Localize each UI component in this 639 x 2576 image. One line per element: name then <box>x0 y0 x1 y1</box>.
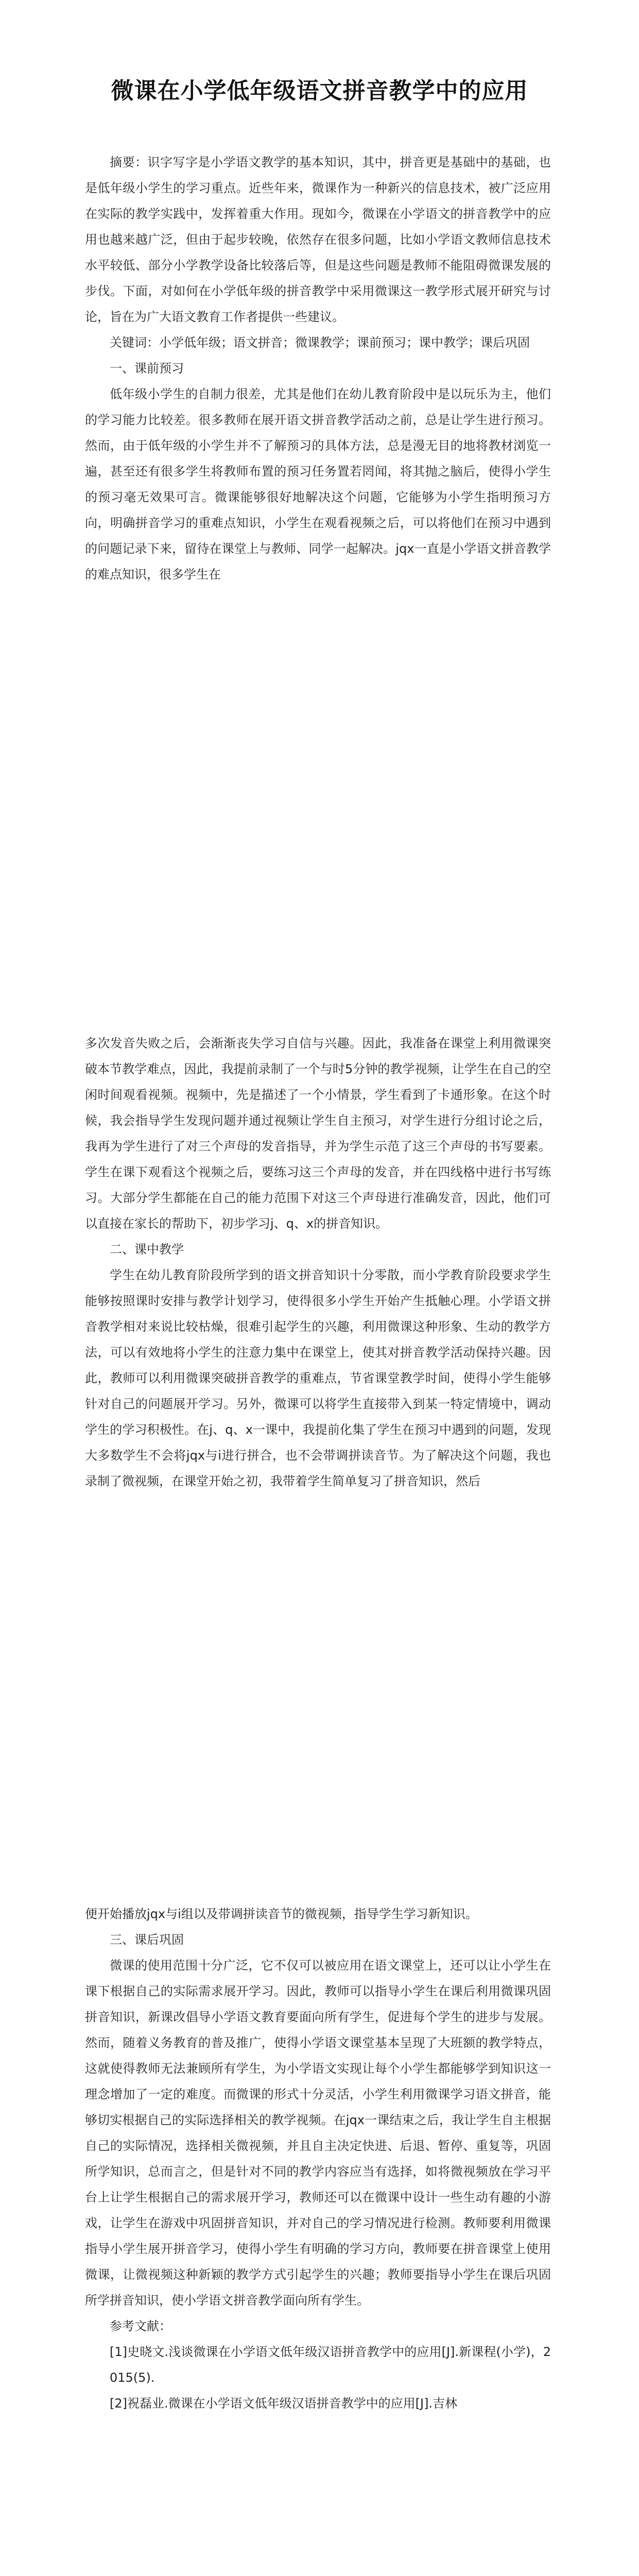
section1-continued <box>85 1030 551 1494</box>
reference-item-2: [2]祝磊业.微课在小学语文低年级汉语拼音教学中的应用[J].吉林 <box>110 2396 458 2411</box>
section2-continued <box>85 1901 551 2416</box>
section1-paragraph: 低年级小学生的自制力很差，尤其是他们在幼儿教育阶段中是以玩乐为主，他们的学习能力比较差。很多教师在展开语文拼音教学活动之前，总是让学生进行预习。然而，由于低年级的小学生并不了解预习的具体方法，总是漫无目的地将教材浏览一遍，甚至还有很多学生将教师布置的预习任务置若罔闻，将其抛之脑后，使得小学生的预习毫无效果可言。微课能够很好地解决这个问题，它能够为小学生指明预习方向，明确拼音学习的重难点知识，小学生在观看视频之后，可以将他们在预习中遇到的问题记录下来，留待在课堂上与教师、同学一起解决。jqx一直是小学语文拼音教学的难点知识，很多学生在 <box>85 387 551 582</box>
section-heading-preview: 一、课前预习 <box>110 361 184 376</box>
abstract-section <box>85 149 551 587</box>
section-heading-classroom: 二、课中教学 <box>110 1242 184 1257</box>
paper-title: 微课在小学低年级语文拼音教学中的应用 <box>111 78 528 104</box>
reference-item-1: [1]史晓文.浅谈微课在小学语文低年级汉语拼音教学中的应用[J].新课程(小学)，2015(5). <box>110 2345 551 2385</box>
references-heading: 参考文献： <box>110 2319 171 2333</box>
keywords-text: 关键词：小学低年级；语文拼音；微课教学；课前预习；课中教学；课后巩固 <box>110 335 530 350</box>
abstract-text: 摘要：识字写字是小学语文教学的基本知识，其中，拼音更是基础中的基础，也是低年级小学生的学习重点。近些年来，微课作为一种新兴的信息技术，被广泛应用在实际的教学实践中，发挥着重大作用。现如今，微课在小学语文的拼音教学中的应用也越来越广泛，但由于起步较晚，依然存在很多问题，比如小学语文教师信息技术水平较低、部分小学教学设备比较落后等，但是这些问题是教师不能阻碍微课发展的步伐。下面，对如何在小学低年级的拼音教学中采用微课这一教学形式展开研究与讨论，旨在为广大语文教育工作者提供一些建议。 <box>85 155 551 324</box>
section-heading-review: 三、课后巩固 <box>110 1933 184 1947</box>
section1-paragraph-cont: 多次发音失败之后，会渐渐丧失学习自信与兴趣。因此，我准备在课堂上利用微课突破本节教学难点，因此，我提前录制了一个与时5分钟的教学视频，让学生在自己的空闲时间观看视频。视频中，先是描述了一个小情景，学生看到了卡通形象。在这个时候，我会指导学生发现问题并通过视频让学生自主预习，对学生进行分组讨论之后，我再为学生进行了对三个声母的发音指导，并为学生示范了这三个声母的书写要素。学生在课下观看这个视频之后，要练习这三个声母的发音，并在四线格中进行书写练习。大部分学生都能在自己的能力范围下对这三个声母进行准确发音，因此，他们可以直接在家长的帮助下，初步学习j、q、x的拼音知识。 <box>85 1036 551 1231</box>
section2-paragraph: 学生在幼儿教育阶段所学到的语文拼音知识十分零散，而小学教育阶段要求学生能够按照课时安排与教学计划学习，使得很多小学生开始产生抵触心理。小学语文拼音教学相对来说比较枯燥，很难引起学生的兴趣，利用微课这种形象、生动的教学方法，可以有效地将小学生的注意力集中在课堂上，使其对拼音教学活动保持兴趣。因此，教师可以利用微课突破拼音教学的重难点，节省课堂教学时间，使得小学生能够针对自己的问题展开学习。另外，微课可以将学生直接带入到某一特定情境中，调动学生的学习积极性。在j、q、x一课中，我提前化集了学生在预习中遇到的问题，发现大多数学生不会将jqx与i进行拼合，也不会带调拼读音节。为了解决这个问题，我也录制了微视频，在课堂开始之初，我带着学生简单复习了拼音知识，然后 <box>85 1268 551 1488</box>
section2-paragraph-cont: 便开始播放jqx与i组以及带调拼读音节的微视频，指导学生学习新知识。 <box>85 1907 478 1921</box>
section3-paragraph: 微课的使用范围十分广泛，它不仅可以被应用在语文课堂上，还可以让小学生在课下根据自己的实际需求展开学习。因此，教师可以指导小学生在课后利用微课巩固拼音知识，新课改倡导小学语文教育要面向所有学生，促进每个学生的进步与发展。然而，随着义务教育的普及推广，使得小学语文课堂基本呈现了大班额的教学特点，这就使得教师无法兼顾所有学生，为小学语文实现让每个小学生都能够学到知识这一理念增加了一定的难度。而微课的形式十分灵活，小学生利用微课学习语文拼音，能够切实根据自己的实际选择相关的教学视频。在jqx一课结束之后，我让学生自主根据自己的实际情况，选择相关微视频，并且自主决定快进、后退、暂停、重复等，巩固所学知识，总而言之，但是针对不同的教学内容应当有选择，如将微视频放在学习平台上让学生根据自己的需求展开学习，教师还可以在微课中设计一些生动有趣的小游戏，让学生在游戏中巩固拼音知识，并对自己的学习情况进行检测。教师要利用微课指导小学生展开拼音学习，使得小学生有明确的学习方向，教师要在拼音课堂上使用微课，让微视频这种新颖的教学方式引起学生的兴趣；教师要指导小学生在课后巩固所学拼音知识，使小学语文拼音教学面向所有学生。 <box>85 1958 551 2308</box>
